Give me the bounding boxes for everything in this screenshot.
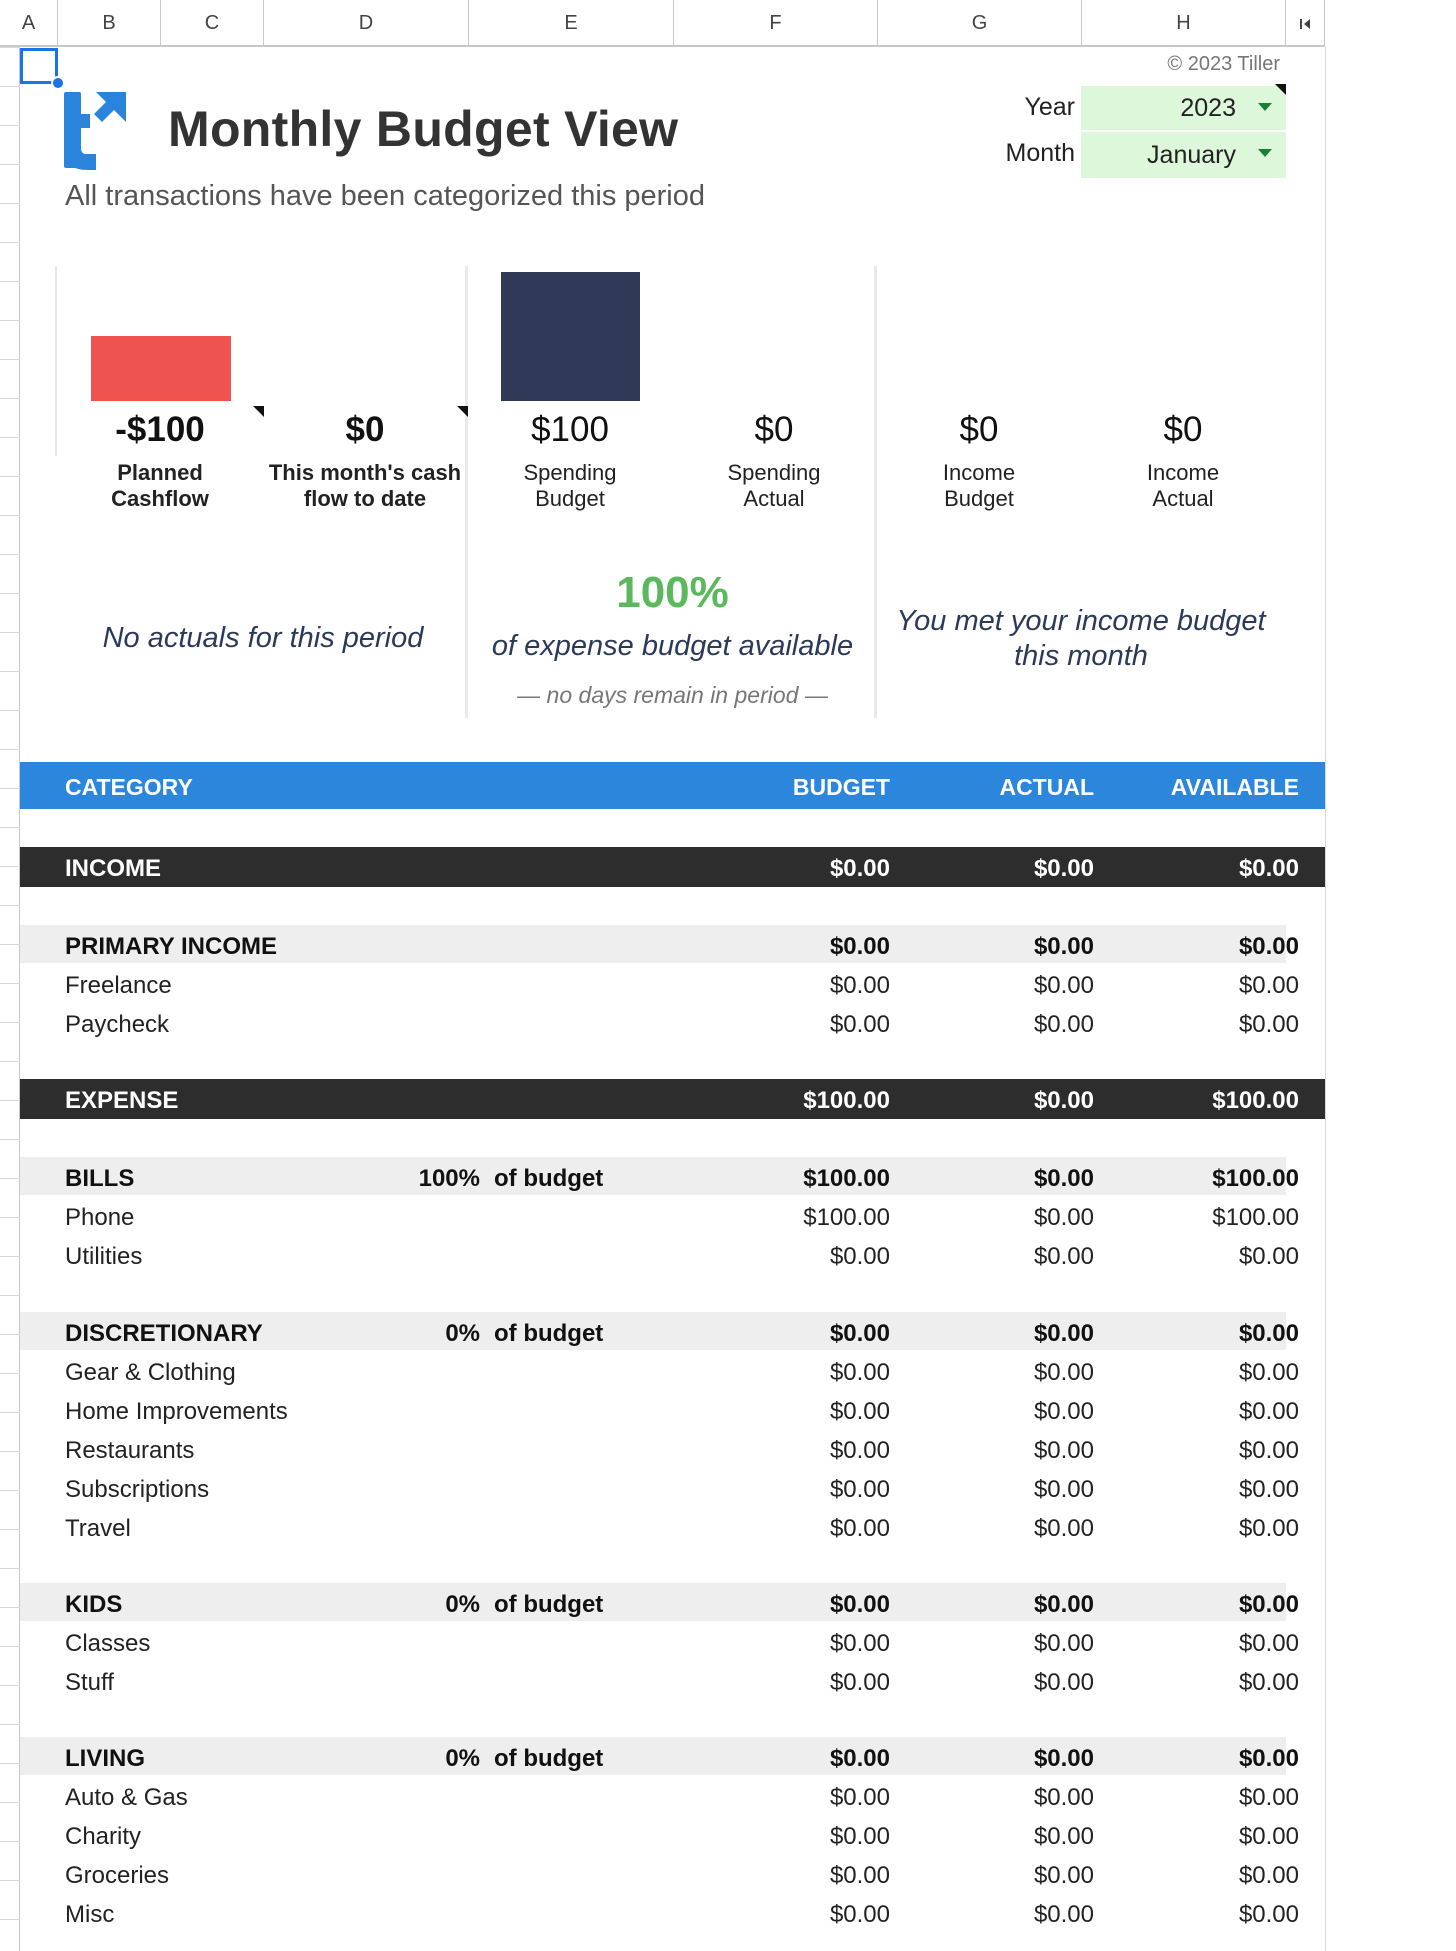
row-divider <box>0 1919 20 1920</box>
category-actual: $0.00 <box>1033 1862 1094 1889</box>
category-budget: $0.00 <box>829 1515 890 1542</box>
row-divider <box>0 1139 20 1140</box>
row-divider <box>0 944 20 945</box>
category-name: Misc <box>65 1901 115 1928</box>
section-name: INCOME <box>65 855 161 882</box>
planned-cashflow-bar <box>91 336 231 401</box>
row-divider <box>0 1217 20 1218</box>
category-column-header: CATEGORY <box>65 774 193 800</box>
row-divider <box>0 1685 20 1686</box>
year-value: 2023 <box>1180 93 1236 122</box>
category-actual: $0.00 <box>1033 1630 1094 1657</box>
row-gutter <box>0 47 20 1951</box>
category-available: $0.00 <box>1238 1011 1299 1038</box>
cash-flow-to-date-value: $0 <box>345 410 385 449</box>
group-name: BILLS <box>65 1165 135 1192</box>
row-divider <box>0 1763 20 1764</box>
column-header-c[interactable]: C <box>161 0 264 47</box>
category-budget: $0.00 <box>829 1398 890 1425</box>
category-available: $0.00 <box>1238 1515 1299 1542</box>
row-divider <box>0 1880 20 1881</box>
category-actual: $0.00 <box>1033 1476 1094 1503</box>
row-divider <box>0 359 20 360</box>
category-available: $0.00 <box>1238 1476 1299 1503</box>
category-budget: $0.00 <box>829 1476 890 1503</box>
row-divider <box>0 1334 20 1335</box>
living-group-row[interactable] <box>20 1737 1299 1775</box>
category-name: Auto & Gas <box>65 1784 188 1811</box>
dropdown-arrow-icon[interactable] <box>1258 103 1272 111</box>
row-divider <box>0 437 20 438</box>
row-divider <box>0 164 20 165</box>
group-budget-share: 100% of budget <box>418 1165 604 1192</box>
spending-actual-value: $0 <box>754 410 794 449</box>
row-divider <box>0 1529 20 1530</box>
column-header-a[interactable]: A <box>0 0 58 47</box>
category-actual: $0.00 <box>1033 1011 1094 1038</box>
category-available: $0.00 <box>1238 1243 1299 1270</box>
row-divider <box>0 242 20 243</box>
row-divider <box>0 905 20 906</box>
primary-income-group-row[interactable] <box>20 925 1299 963</box>
row-divider <box>0 1100 20 1101</box>
row-divider <box>0 1724 20 1725</box>
row-divider <box>0 632 20 633</box>
table-row[interactable] <box>20 1235 1325 1273</box>
group-budget: $100.00 <box>803 1165 890 1192</box>
available-column-header: AVAILABLE <box>1170 774 1299 800</box>
spending-budget-label: Spending Budget <box>523 460 617 511</box>
row-divider <box>0 203 20 204</box>
category-available: $0.00 <box>1238 1630 1299 1657</box>
table-row[interactable] <box>20 1390 1325 1428</box>
section-name: EXPENSE <box>65 1087 179 1114</box>
section-actual: $0.00 <box>1033 855 1094 882</box>
income-actual-value: $0 <box>1163 410 1203 449</box>
actual-column-header: ACTUAL <box>999 774 1094 800</box>
planned-cashflow-label: Planned Cashflow <box>111 460 209 511</box>
category-budget: $0.00 <box>829 1823 890 1850</box>
table-row[interactable] <box>20 1351 1325 1389</box>
category-budget: $0.00 <box>829 1669 890 1696</box>
income-budget-label: Income Budget <box>942 460 1016 511</box>
table-row[interactable] <box>20 1661 1325 1699</box>
row-divider <box>0 671 20 672</box>
row-divider <box>0 1607 20 1608</box>
group-budget: $0.00 <box>829 1320 890 1347</box>
column-header-g[interactable]: G <box>878 0 1082 47</box>
dropdown-arrow-icon[interactable] <box>1258 149 1272 157</box>
note-indicator-icon <box>1275 84 1286 95</box>
expense-section-row[interactable] <box>20 1079 1325 1119</box>
column-header-h[interactable]: H <box>1082 0 1286 47</box>
expense-available-percent: 100% <box>616 568 729 617</box>
categorization-status: All transactions have been categorized this period <box>65 180 705 212</box>
group-available: $0.00 <box>1238 933 1299 960</box>
table-row[interactable] <box>20 1776 1325 1814</box>
category-budget: $0.00 <box>829 1243 890 1270</box>
row-divider <box>0 788 20 789</box>
row-divider <box>0 1295 20 1296</box>
section-available: $100.00 <box>1212 1087 1299 1114</box>
row-divider <box>0 281 20 282</box>
group-budget: $0.00 <box>829 1591 890 1618</box>
column-header-d[interactable]: D <box>264 0 469 47</box>
section-actual: $0.00 <box>1033 1087 1094 1114</box>
bills-group-row[interactable] <box>20 1157 1299 1195</box>
table-row[interactable] <box>20 1003 1325 1041</box>
category-available: $0.00 <box>1238 1398 1299 1425</box>
row-divider <box>0 1178 20 1179</box>
tiller-logo-icon <box>62 88 132 172</box>
row-divider <box>0 1256 20 1257</box>
group-budget-share: 0% of budget <box>445 1745 604 1772</box>
category-available: $0.00 <box>1238 1359 1299 1386</box>
category-budget: $100.00 <box>803 1204 890 1231</box>
group-actual: $0.00 <box>1033 1591 1094 1618</box>
kids-group-row[interactable] <box>20 1583 1299 1621</box>
category-actual: $0.00 <box>1033 1204 1094 1231</box>
table-row[interactable] <box>20 1622 1325 1660</box>
row-divider <box>0 1373 20 1374</box>
row-divider <box>0 1412 20 1413</box>
category-actual: $0.00 <box>1033 1784 1094 1811</box>
row-divider <box>0 1061 20 1062</box>
category-actual: $0.00 <box>1033 1901 1094 1928</box>
table-row[interactable] <box>20 1196 1325 1234</box>
category-actual: $0.00 <box>1033 972 1094 999</box>
category-budget: $0.00 <box>829 1862 890 1889</box>
copyright-text: © 2023 Tiller <box>1167 53 1280 75</box>
column-header-b[interactable]: B <box>58 0 161 47</box>
row-divider <box>0 749 20 750</box>
category-budget: $0.00 <box>829 1437 890 1464</box>
row-divider <box>0 47 20 48</box>
category-name: Utilities <box>65 1243 143 1270</box>
row-divider <box>0 593 20 594</box>
row-divider <box>0 476 20 477</box>
category-available: $0.00 <box>1238 1862 1299 1889</box>
category-budget: $0.00 <box>829 972 890 999</box>
column-header-bar <box>0 0 1325 47</box>
expense-available-note: of expense budget available <box>491 630 854 662</box>
page-title: Monthly Budget View <box>168 101 679 157</box>
category-available: $0.00 <box>1238 1823 1299 1850</box>
year-label: Year <box>1024 93 1075 121</box>
category-name: Paycheck <box>65 1011 170 1038</box>
group-name: DISCRETIONARY <box>65 1320 263 1347</box>
row-divider <box>0 398 20 399</box>
row-divider <box>0 554 20 555</box>
income-section-row[interactable] <box>20 847 1325 887</box>
section-budget: $0.00 <box>829 855 890 882</box>
row-divider <box>0 1022 20 1023</box>
category-available: $100.00 <box>1212 1204 1299 1231</box>
row-divider <box>0 1568 20 1569</box>
category-actual: $0.00 <box>1033 1823 1094 1850</box>
table-row[interactable] <box>20 964 1325 1002</box>
table-row[interactable] <box>20 1815 1325 1853</box>
summary-divider <box>55 266 57 456</box>
budget-column-header: BUDGET <box>792 774 890 800</box>
category-name: Stuff <box>65 1669 114 1696</box>
days-remaining-note: — no days remain in period — <box>517 682 828 708</box>
row-divider <box>0 1802 20 1803</box>
category-budget: $0.00 <box>829 1011 890 1038</box>
section-available: $0.00 <box>1238 855 1299 882</box>
table-row[interactable] <box>20 1468 1325 1506</box>
month-label: Month <box>1005 139 1075 167</box>
row-divider <box>0 1646 20 1647</box>
category-available: $0.00 <box>1238 1437 1299 1464</box>
category-name: Travel <box>65 1515 131 1542</box>
category-name: Groceries <box>65 1862 170 1889</box>
group-budget-share: 0% of budget <box>445 1591 604 1618</box>
category-name: Phone <box>65 1204 135 1231</box>
row-divider <box>0 1451 20 1452</box>
category-budget: $0.00 <box>829 1901 890 1928</box>
table-row[interactable] <box>20 1507 1325 1545</box>
group-actual: $0.00 <box>1033 1745 1094 1772</box>
category-budget: $0.00 <box>829 1784 890 1811</box>
group-available: $100.00 <box>1212 1165 1299 1192</box>
group-name: LIVING <box>65 1745 146 1772</box>
cash-flow-to-date-label: This month's cash flow to date <box>268 460 462 511</box>
column-header-f[interactable]: F <box>674 0 878 47</box>
group-available: $0.00 <box>1238 1591 1299 1618</box>
month-dropdown[interactable] <box>1081 132 1286 178</box>
category-actual: $0.00 <box>1033 1243 1094 1270</box>
category-name: Charity <box>65 1823 142 1850</box>
row-divider <box>0 1841 20 1842</box>
category-available: $0.00 <box>1238 1901 1299 1928</box>
income-actual-label: Income Actual <box>1146 460 1220 511</box>
year-dropdown[interactable] <box>1081 86 1286 130</box>
row-divider <box>0 320 20 321</box>
collapse-columns-icon[interactable] <box>1286 0 1325 47</box>
discretionary-group-row[interactable] <box>20 1312 1299 1350</box>
row-divider <box>0 1490 20 1491</box>
group-available: $0.00 <box>1238 1320 1299 1347</box>
group-budget-share: 0% of budget <box>445 1320 604 1347</box>
row-divider <box>0 125 20 126</box>
row-divider <box>0 710 20 711</box>
category-name: Restaurants <box>65 1437 195 1464</box>
spending-budget-value: $100 <box>531 410 609 449</box>
cashflow-note: No actuals for this period <box>102 622 424 654</box>
row-divider <box>0 983 20 984</box>
table-row[interactable] <box>20 1893 1325 1931</box>
group-name: KIDS <box>65 1591 123 1618</box>
income-note: You met your income budget this month <box>896 605 1266 672</box>
category-actual: $0.00 <box>1033 1515 1094 1542</box>
spending-budget-bar <box>501 272 640 401</box>
row-divider <box>0 827 20 828</box>
group-budget: $0.00 <box>829 1745 890 1772</box>
sheet-blank-area <box>1326 0 1456 1951</box>
column-header-e[interactable]: E <box>469 0 674 47</box>
month-value: January <box>1147 140 1236 169</box>
category-name: Home Improvements <box>65 1398 288 1425</box>
category-actual: $0.00 <box>1033 1669 1094 1696</box>
table-row[interactable] <box>20 1429 1325 1467</box>
group-budget: $0.00 <box>829 933 890 960</box>
group-actual: $0.00 <box>1033 933 1094 960</box>
category-available: $0.00 <box>1238 1669 1299 1696</box>
group-name: PRIMARY INCOME <box>65 933 278 960</box>
row-divider <box>0 515 20 516</box>
group-available: $0.00 <box>1238 1745 1299 1772</box>
category-actual: $0.00 <box>1033 1398 1094 1425</box>
category-available: $0.00 <box>1238 1784 1299 1811</box>
spending-actual-label: Spending Actual <box>727 460 821 511</box>
row-divider <box>0 866 20 867</box>
category-name: Subscriptions <box>65 1476 210 1503</box>
category-budget: $0.00 <box>829 1630 890 1657</box>
category-name: Classes <box>65 1630 151 1657</box>
income-budget-value: $0 <box>959 410 999 449</box>
category-name: Gear & Clothing <box>65 1359 236 1386</box>
section-budget: $100.00 <box>803 1087 890 1114</box>
category-name: Freelance <box>65 972 172 999</box>
group-actual: $0.00 <box>1033 1165 1094 1192</box>
category-budget: $0.00 <box>829 1359 890 1386</box>
planned-cashflow-value: -$100 <box>115 410 205 449</box>
table-header <box>20 762 1325 809</box>
group-actual: $0.00 <box>1033 1320 1094 1347</box>
category-actual: $0.00 <box>1033 1359 1094 1386</box>
category-actual: $0.00 <box>1033 1437 1094 1464</box>
row-divider <box>0 86 20 87</box>
category-available: $0.00 <box>1238 972 1299 999</box>
table-row[interactable] <box>20 1854 1325 1892</box>
